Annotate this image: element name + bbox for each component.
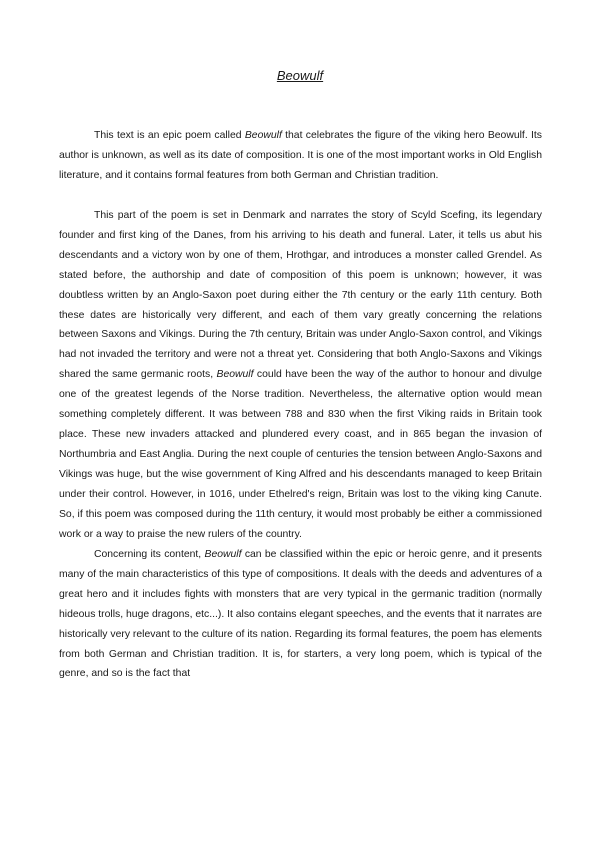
text-segment: Concerning its content, <box>94 549 205 560</box>
italic-title-reference: Beowulf <box>216 369 254 381</box>
text-segment: This text is an epic poem called <box>94 130 245 141</box>
italic-title-reference: Beowulf <box>244 130 282 141</box>
italic-title-reference: Beowulf <box>204 549 242 560</box>
text-segment: This part of the poem is set in Denmark and narrates the story of Scyld Scefing, its legendary founder and first king of the Danes, from his arriving to his death and funeral. Later, it tells us abut his descendants and a victory won by one of them, Hrothgar, and introduces a monster called Grendel. As stated before, the authorship and date of composition of this poem is unknown; however, it was doubtless written by an Anglo-Saxon poet during either the 7th century or the early 11th century. Both these dates are historically very different, and each of them vary greatly concerning the relations between Saxons and Vikings. During the 7th century, Britain was under Anglo-Saxon control, and Vikings had not invaded the territory and were not a threat yet. Considering that both Anglo-Saxons and Vikings shared the same germanic roots, <box>59 210 542 381</box>
paragraph-intro <box>59 126 542 186</box>
paragraph-content <box>59 545 542 684</box>
document-title: Beowulf <box>276 68 324 83</box>
text-segment: could have been the way of the author to honour and divulge one of the greatest legends of the Norse tradition. Nevertheless, the alternative option would mean something completely different. It was between 788 and 830 when the first Viking raids in Britain took place. These new invaders attacked and plundered every coast, and in 865 began the invasion of Northumbria and East Anglia. During the next couple of centuries the tension between Anglo-Saxons and Vikings was huge, but the wise government of King Alfred and his descendants managed to keep Britain under their control. However, in 1016, under Ethelred's reign, Britain was lost to the viking king Canute. So, if this poem was composed during the 11th century, it would most probably be either a commissioned work or a way to praise the new rulers of the country. <box>59 369 542 540</box>
text-segment: can be classified within the epic or heroic genre, and it presents many of the main characteristics of this type of compositions. It deals with the deeds and adventures of a great hero and it includes fights with monsters that are very typical in the germanic tradition (normally hideous trolls, huge dragons, etc...). It also contains elegant speeches, and the events that it narrates are historically very relevant to the culture of its nation. Regarding its formal features, the poem has elements from both German and Christian tradition. It is, for starters, a very long poem, which is typical of the genre, and so is the fact that <box>59 549 542 680</box>
text-segment: that celebrates the figure of the viking hero Beowulf. Its author is unknown, as well as its date of composition. It is one of the most important works in Old English literature, and it contains formal features from both German and Christian tradition. <box>59 130 542 181</box>
paragraph-history <box>59 206 542 544</box>
